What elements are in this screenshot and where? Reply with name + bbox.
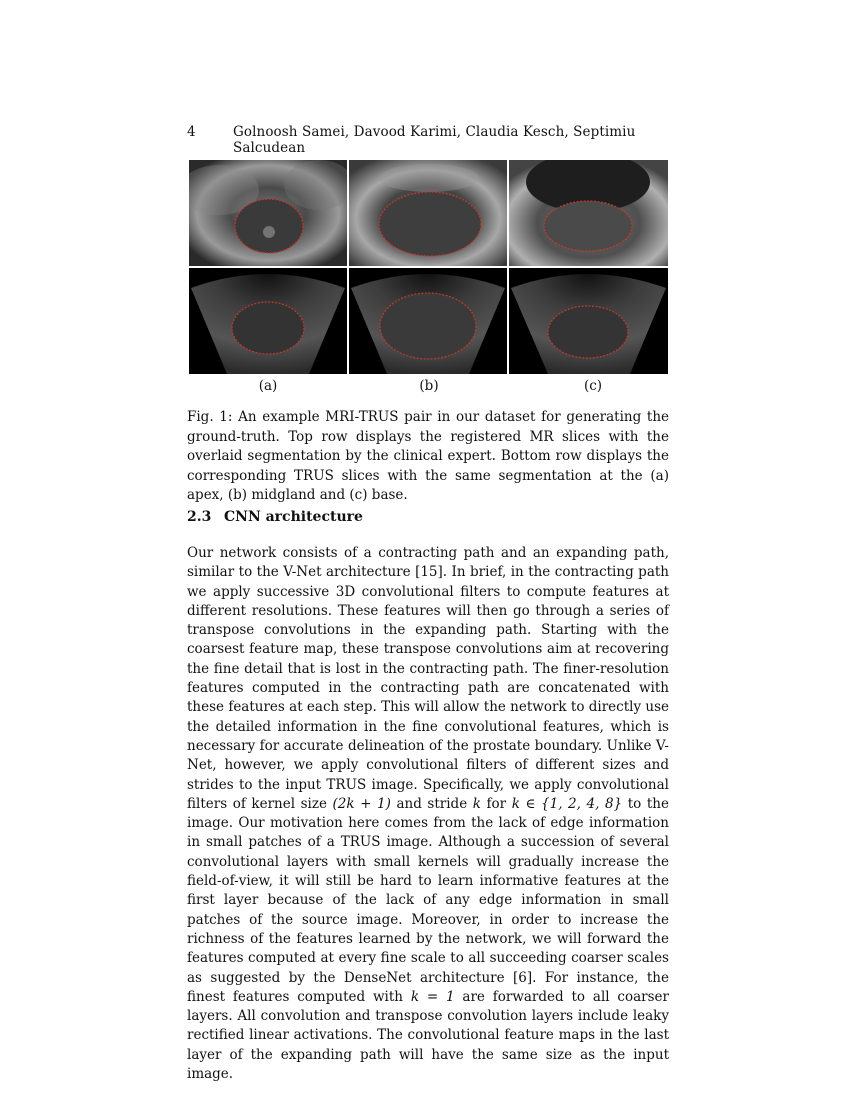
running-head-authors: Golnoosh Samei, Davood Karimi, Claudia Kesch, Septimiu Salcudean xyxy=(233,124,636,156)
math-stride: k xyxy=(472,795,481,812)
subfigure-labels xyxy=(189,378,668,396)
subfigure-label-b: (b) xyxy=(419,378,439,394)
page-number: 4 xyxy=(187,124,196,140)
math-kernel-size: (2k + 1) xyxy=(332,795,391,812)
body-text-part-3: for xyxy=(486,795,507,812)
mri-panel-a xyxy=(189,160,354,266)
mri-panel-b xyxy=(349,160,507,266)
section-heading xyxy=(187,509,363,525)
trus-panel-c xyxy=(509,268,668,374)
caption-label: Fig. 1: xyxy=(187,409,233,425)
trus-panel-a xyxy=(189,268,347,374)
trus-panel-b xyxy=(349,268,507,374)
body-text-part-1: Our network consists of a contracting path and an expanding path, similar to the V-Net architecture [15]. In brief, in the contracting path we apply successive 3D convolutional filters to compute features at different resolutions. These features will then go through a series of transpose convolutions in the expanding path. Starting with the coarsest feature map, these transpose convolutions aim at recovering the fine detail that is lost in the contracting path. The finer-resolution features computed in the contracting path are concatenated with these features at each step. This will allow the network to directly use the detailed information in the fine convolutional features, which is necessary for accurate delineation of the prostate boundary. Unlike V-Net, however, we apply convolutional filters of different sizes and strides to the input TRUS image. Specifically, we apply convolutional filters of kernel size xyxy=(187,545,669,812)
body-paragraph xyxy=(187,544,669,1084)
subfigure-label-c: (c) xyxy=(583,378,603,394)
math-k-set: k ∈ {1, 2, 4, 8} xyxy=(511,795,623,812)
mri-panel-c xyxy=(509,160,668,266)
section-title: CNN architecture xyxy=(224,509,363,525)
section-number: 2.3 xyxy=(187,509,212,525)
body-text-part-5: are forwarded to all coarser layers. All convolution and transpose convolution layers include leaky rectified linear activations. The convolutional feature maps in the last layer of the expanding path will have the same size as the input image. xyxy=(187,988,669,1083)
body-text-part-4: to the image. Our motivation here comes from the lack of edge information in small patches of a TRUS image. Although a succession of several convolutional layers with small kernels will gradually increase the field-of-view, it will still be hard to learn informative features at the first layer because of the lack of any edge information in small patches of the source image. Moreover, in order to increase the richness of the features learned by the network, we will forward the features computed at every fine scale to all succeeding coarser scales as suggested by the DenseNet architecture [6]. For instance, the finest features computed with xyxy=(187,795,669,1005)
body-text-part-2: and stride xyxy=(396,795,468,812)
figure-image-grid xyxy=(189,160,668,374)
figure-caption xyxy=(187,408,669,506)
subfigure-label-a: (a) xyxy=(258,378,278,394)
math-k-equals-1: k = 1 xyxy=(410,988,455,1005)
caption-text: An example MRI-TRUS pair in our dataset for generating the ground-truth. Top row displays the registered MR slices with the overlaid segmentation by the clinical expert. Bottom row displays the corresponding TRUS slices with the same segmentation at the (a) apex, (b) midgland and (c) base. xyxy=(187,409,670,503)
figure-mri-trus xyxy=(189,160,668,374)
